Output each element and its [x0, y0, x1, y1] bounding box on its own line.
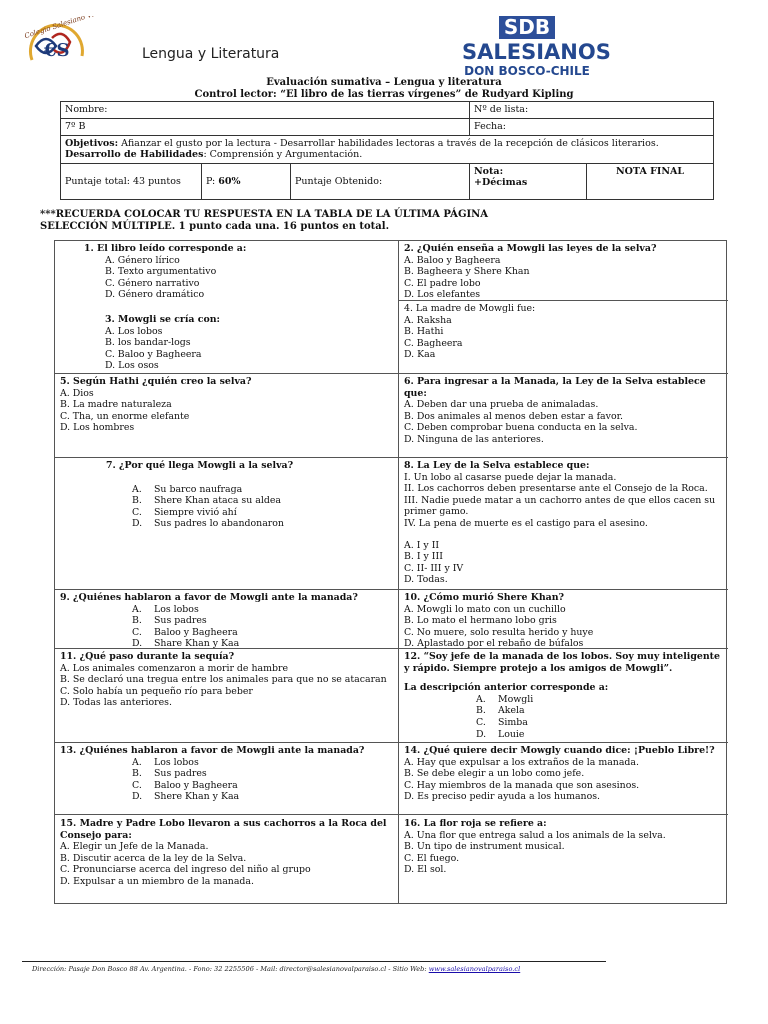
option[interactable]: D. Todas. — [404, 574, 448, 586]
option[interactable]: C. Baloo y Bagheera — [132, 626, 238, 638]
option[interactable]: B. los bandar-logs — [105, 337, 191, 349]
statement: II. Los cachorros deben presentarse ante el Consejo de la Roca. — [404, 483, 708, 495]
option[interactable]: A. Los lobos — [132, 756, 199, 768]
option[interactable]: C. II- III y IV — [404, 562, 464, 574]
brand-sub: DON BOSCO-CHILE — [464, 64, 590, 78]
reminder-note: ***RECUERDA COLOCAR TU RESPUESTA EN LA TABLA DE LA ÚLTIMA PÁGINA — [40, 209, 489, 220]
option[interactable]: C. Hay miembros de la manada que son asesinos. — [404, 779, 640, 791]
option[interactable]: A. I y II — [404, 539, 440, 551]
total-score: Puntaje total: 43 puntos — [61, 164, 202, 200]
objectives-cell: Objetivos: Afianzar el gusto por la lectura - Desarrollar habilidades lectoras a través de la recepción de clásicos literarios. Desarrollo de Habilidades: Comprensión y Argumentación. — [61, 136, 714, 164]
option[interactable]: D. Todas las anteriores. — [60, 697, 172, 709]
question-1: 1. El libro leído corresponde a: A. Género lírico B. Texto argumentativo C. Género narrativo D. Género dramático — [55, 242, 398, 302]
option[interactable]: A. Los animales comenzaron a morir de hambre — [60, 662, 288, 674]
option[interactable]: C. Simba — [476, 716, 528, 728]
question-13: 13. ¿Quiénes hablaron a favor de Mowgli ante la manada? A. Los lobos B. Sus padres C. Baloo y Bagheera D. Shere Khan y Kaa — [55, 744, 398, 804]
option[interactable]: D. Louie — [476, 728, 525, 740]
option[interactable]: C. Tha, un enorme elefante — [60, 410, 190, 422]
option[interactable]: C. Baloo y Bagheera — [132, 779, 238, 791]
option[interactable]: A. Mowgli lo mato con un cuchillo — [404, 603, 566, 615]
question-11: 11. ¿Qué paso durante la sequía? A. Los animales comenzaron a morir de hambre B. Se declaró una tregua entre los animales para que no se atacaran C. Solo había un pequeño río para beber D. Todas las anteriores. — [55, 650, 398, 710]
option[interactable]: B. Un tipo de instrument musical. — [404, 841, 565, 853]
option[interactable]: A. Género lírico — [105, 254, 180, 266]
option[interactable]: B. Sus padres — [132, 615, 207, 627]
option[interactable]: D. El sol. — [404, 864, 447, 876]
option[interactable]: A. Mowgli — [476, 693, 534, 705]
list-number-field[interactable]: Nº de lista: — [470, 102, 714, 119]
option[interactable]: A. Los lobos — [132, 603, 199, 615]
question-2: 2. ¿Quién enseña a Mowgli las leyes de la selva? A. Baloo y Bagheera B. Bagheera y Shere Khan C. El padre lobo D. Los elefantes — [399, 242, 728, 302]
option[interactable]: B. Shere Khan ataca su aldea — [132, 495, 281, 507]
question-14: 14. ¿Qué quiere decir Mowgly cuando dice: ¡Pueblo Libre!? A. Hay que expulsar a los extraños de la manada. B. Se debe elegir a un lobo como jefe. C. Hay miembros de la manada que son asesinos. D. Es preciso pedir ayuda a los humanos. — [399, 744, 728, 804]
option[interactable]: B. Akela — [476, 705, 525, 717]
score-obtained-field[interactable]: Puntaje Obtenido: — [291, 164, 470, 200]
exam-title: Evaluación sumativa – Lengua y literatura — [266, 77, 502, 88]
course-field: 7º B — [61, 119, 470, 136]
option[interactable]: A. Una flor que entrega salud a los animals de la selva. — [404, 829, 666, 841]
instructions-note: SELECCIÓN MÚLTIPLE. 1 punto cada una. 16 puntos en total. — [40, 221, 390, 232]
option[interactable]: D. Share Khan y Kaa — [132, 638, 240, 650]
question-12: 12. “Soy jefe de la manada de los lobos. Soy muy inteligente y rápido. Siempre protejo a los amigos de Mowgli”. La descripción anterior corresponde a: A. Mowgli B. Akela C. Simba D. Louie — [399, 650, 728, 741]
option[interactable]: D. Kaa — [404, 349, 436, 361]
school-logo — [22, 16, 114, 76]
question-8: 8. La Ley de la Selva establece que: I. Un lobo al casarse puede dejar la manada. II. Los cachorros deben presentarse ante el Consejo de la Roca. III. Nadie puede matar a un cachorro antes de que ellos cacen su primer gamo. IV. La pena de muerte es el castigo para el asesino. A. I y II B. I y III C. II- III y IV D. Todas. — [399, 459, 728, 587]
option[interactable]: B. Se debe elegir a un lobo como jefe. — [404, 768, 585, 780]
brand-main: SALESIANOS — [462, 40, 611, 64]
option[interactable]: C. Deben comprobar buena conducta en la selva. — [404, 422, 638, 434]
grade-field[interactable]: Nota: +Décimas — [470, 164, 587, 200]
option[interactable]: B. La madre naturaleza — [60, 399, 172, 411]
questions-grid — [54, 240, 727, 904]
option[interactable]: B. I y III — [404, 551, 443, 563]
option[interactable]: A. Baloo y Bagheera — [404, 254, 501, 266]
statement: IV. La pena de muerte es el castigo para el asesino. — [404, 517, 648, 529]
option[interactable]: C. El fuego. — [404, 852, 460, 864]
statement: I. Un lobo al casarse puede dejar la manada. — [404, 471, 617, 483]
question-5: 5. Según Hathi ¿quién creo la selva? A. Dios B. La madre naturaleza C. Tha, un enorme elefante D. Los hombres — [55, 375, 398, 435]
question-15: 15. Madre y Padre Lobo llevaron a sus cachorros a la Roca del Consejo para: A. Elegir un Jefe de la Manada. B. Discutir acerca de la ley de la Selva. C. Pronunciarse acerca del ingreso del niño al grupo D. Expulsar a un miembro de la manada. — [55, 817, 398, 889]
option[interactable]: B. Se declaró una tregua entre los animales para que no se atacaran — [60, 674, 387, 686]
option[interactable]: C. Siempre vivió ahí — [132, 506, 237, 518]
footer-contact: Dirección: Pasaje Don Bosco 88 Av. Argentina. - Fono: 32 2255506 - Mail: director@salesianovalparaiso.cl - Sitio Web: www.salesianovalparaiso.cl — [32, 965, 521, 973]
option[interactable]: D. Expulsar a un miembro de la manada. — [60, 875, 255, 887]
question-16: 16. La flor roja se refiere a: A. Una flor que entrega salud a los animals de la selva. B. Un tipo de instrument musical. C. El fuego. D. El sol. — [399, 817, 728, 877]
option[interactable]: A. Su barco naufraga — [132, 483, 243, 495]
website-link[interactable]: www.salesianovalparaiso.cl — [428, 965, 521, 973]
question-6: 6. Para ingresar a la Manada, la Ley de la Selva establece que: A. Deben dar una prueba de animaladas. B. Dos animales al menos deben estar a favor. C. Deben comprobar buena conducta en la selva. D. Ninguna de las anteriores. — [399, 375, 728, 447]
svg-text:Colegio Salesiano Valparaíso: Colegio Salesiano Valparaíso — [23, 16, 114, 41]
option[interactable]: D. Shere Khan y Kaa — [132, 791, 240, 803]
option[interactable]: D. Los hombres — [60, 422, 135, 434]
option[interactable]: D. Los elefantes — [404, 289, 481, 301]
option[interactable]: D. Sus padres lo abandonaron — [132, 518, 284, 530]
option[interactable]: C. Baloo y Bagheera — [105, 348, 202, 360]
option[interactable]: D. Género dramático — [105, 289, 205, 301]
salesianos-logo — [462, 15, 611, 78]
option[interactable]: D. Los osos — [105, 360, 159, 372]
subject-label: Lengua y Literatura — [142, 46, 280, 62]
option[interactable]: A. Hay que expulsar a los extraños de la manada. — [404, 756, 639, 768]
option[interactable]: D. Aplastado por el rebaño de búfalos — [404, 638, 584, 650]
option[interactable]: A. Raksha — [404, 314, 452, 326]
option[interactable]: C. Solo había un pequeño río para beber — [60, 685, 253, 697]
question-10: 10. ¿Cómo murió Shere Khan? A. Mowgli lo mato con un cuchillo B. Lo mato el hermano lobo gris C. No muere, solo resulta herido y huye D. Aplastado por el rebaño de búfalos — [399, 591, 728, 651]
question-4: 4. La madre de Mowgli fue: A. Raksha B. Hathi C. Bagheera D. Kaa — [399, 302, 728, 362]
date-field[interactable]: Fecha: — [470, 119, 714, 136]
option[interactable]: B. Texto argumentativo — [105, 266, 217, 278]
option[interactable]: B. Bagheera y Shere Khan — [404, 266, 530, 278]
final-grade-field[interactable]: NOTA FINAL — [587, 164, 714, 200]
statement: III. Nadie puede matar a un cachorro antes de que ellos cacen su primer gamo. — [404, 494, 716, 518]
option[interactable]: C. Bagheera — [404, 337, 463, 349]
option[interactable]: C. El padre lobo — [404, 277, 481, 289]
option[interactable]: B. Hathi — [404, 326, 444, 338]
option[interactable]: C. No muere, solo resulta herido y huye — [404, 626, 594, 638]
question-3: 3. Mowgli se cría con: A. Los lobos B. los bandar-logs C. Baloo y Bagheera D. Los osos — [55, 313, 398, 373]
option[interactable]: B. Lo mato el hermano lobo gris — [404, 615, 557, 627]
option[interactable]: B. Discutir acerca de la ley de la Selva. — [60, 852, 247, 864]
option[interactable]: A. Dios — [60, 387, 94, 399]
option[interactable]: B. Dos animales al menos deben estar a favor. — [404, 410, 624, 422]
percentage-cell: P: 60% — [202, 164, 291, 200]
option[interactable]: D. Es preciso pedir ayuda a los humanos. — [404, 791, 601, 803]
option[interactable]: B. Sus padres — [132, 768, 207, 780]
footer-divider — [22, 961, 606, 962]
question-7: 7. ¿Por qué llega Mowgli a la selva? A. Su barco naufraga B. Shere Khan ataca su aldea C. Siempre vivió ahí D. Sus padres lo abandonaron — [55, 459, 398, 531]
question-9: 9. ¿Quiénes hablaron a favor de Mowgli ante la manada? A. Los lobos B. Sus padres C. Baloo y Bagheera D. Share Khan y Kaa — [55, 591, 398, 651]
student-info-table — [60, 101, 714, 200]
option[interactable]: A. Los lobos — [105, 325, 163, 337]
name-field[interactable]: Nombre: — [61, 102, 470, 119]
option[interactable]: A. Deben dar una prueba de animaladas. — [404, 399, 599, 411]
option[interactable]: D. Ninguna de las anteriores. — [404, 433, 544, 445]
sdb-badge: SDB — [499, 16, 555, 39]
exam-subtitle: Control lector: “El libro de las tierras vírgenes” de Rudyard Kipling — [194, 89, 574, 100]
option[interactable]: C. Pronunciarse acerca del ingreso del niño al grupo — [60, 864, 311, 876]
option[interactable]: C. Género narrativo — [105, 277, 200, 289]
option[interactable]: A. Elegir un Jefe de la Manada. — [60, 841, 209, 853]
svg-text:€S: €S — [44, 40, 70, 61]
